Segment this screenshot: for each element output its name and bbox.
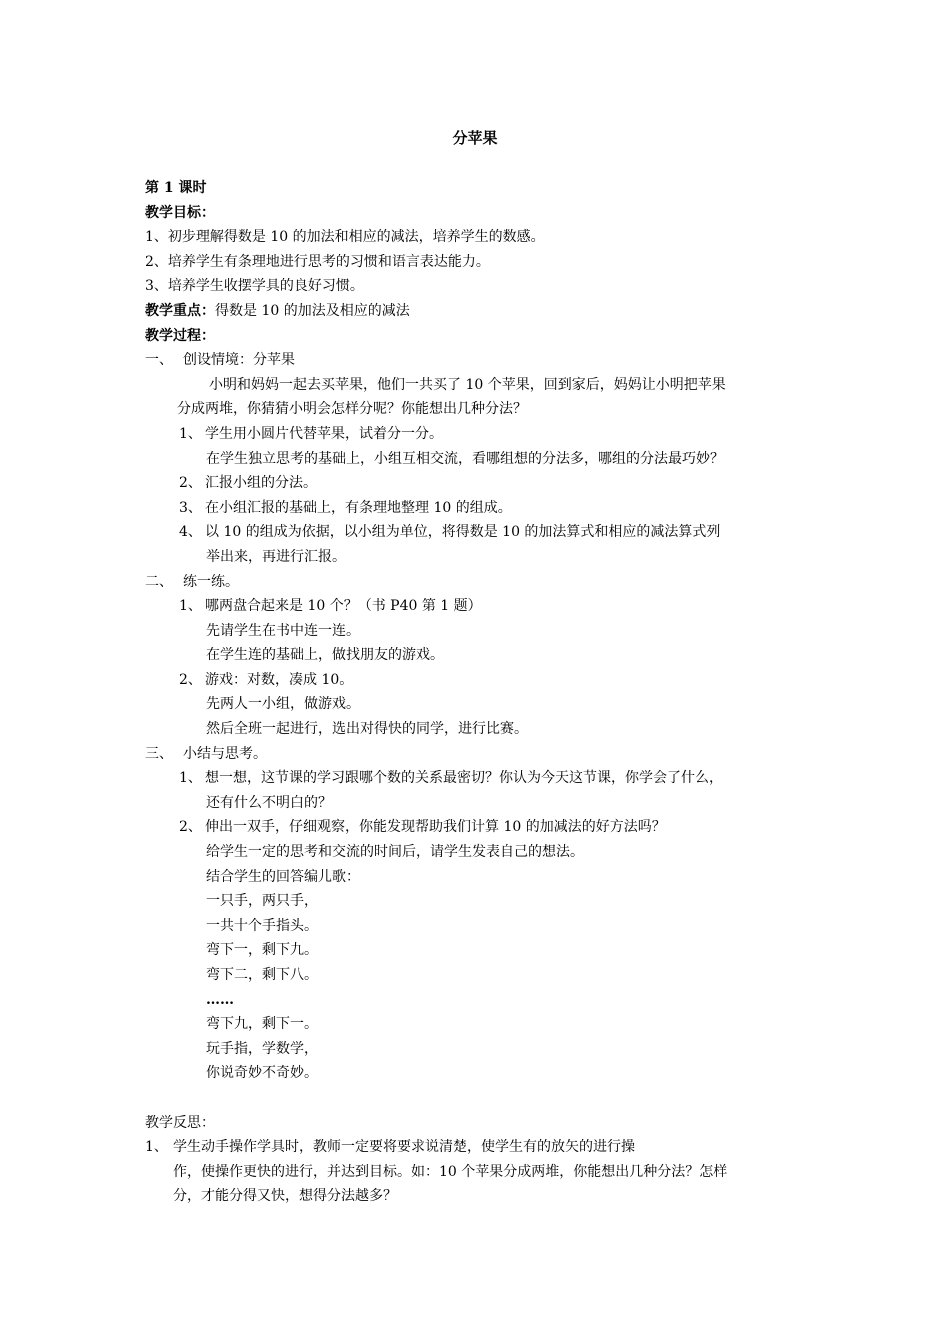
item-text: 学生用小圆片代替苹果，试着分一分。 xyxy=(205,425,443,442)
list-item-detail: 在学生连的基础上，做找朋友的游戏。 xyxy=(206,647,444,664)
rhyme-line: 玩手指，学数学， xyxy=(206,1040,318,1057)
item-number: 2、 xyxy=(179,819,202,836)
reflection-line: 分，才能分得又快，想得分法越多？ xyxy=(173,1188,397,1205)
paragraph-line: 小明和妈妈一起去买苹果，他们一共买了 10 个苹果，回到家后，妈妈让小明把苹果 xyxy=(209,376,726,393)
rhyme-line: 弯下九，剩下一。 xyxy=(206,1016,318,1033)
reflection-line: 作，使操作更快的进行，并达到目标。如：10 个苹果分成两堆，你能想出几种分法？怎样 xyxy=(173,1163,728,1180)
section-title: 小结与思考。 xyxy=(183,745,267,762)
section-heading xyxy=(145,570,810,595)
item-text: 想一想，这节课的学习跟哪个数的关系最密切？你认为今天这节课，你学会了什么， xyxy=(205,770,723,787)
objective-item: 1、初步理解得数是 10 的加法和相应的减法，培养学生的数感。 xyxy=(145,229,545,246)
document-body xyxy=(145,176,810,1209)
list-item-detail: 先请学生在书中连一连。 xyxy=(206,622,360,639)
list-item-detail: 然后全班一起进行，选出对得快的同学，进行比赛。 xyxy=(206,721,528,738)
list-item-detail: 结合学生的回答编儿歌： xyxy=(206,868,360,885)
item-text: 学生动手操作学具时，教师一定要将要求说清楚，使学生有的放矢的进行操 xyxy=(173,1139,635,1156)
item-text: 汇报小组的分法。 xyxy=(205,475,317,492)
list-item-detail: 给学生一定的思考和交流的时间后，请学生发表自己的想法。 xyxy=(206,844,584,861)
lesson-label: 第 1 课时 xyxy=(145,180,207,196)
objective-item: 2、培养学生有条理地进行思考的习惯和语言表达能力。 xyxy=(145,253,490,270)
key-point-text: 得数是 10 的加法及相应的减法 xyxy=(215,302,410,319)
item-text: 哪两盘合起来是 10 个？（书 P40 第 1 题） xyxy=(205,598,482,615)
key-point xyxy=(145,299,810,324)
rhyme-line: 弯下一，剩下九。 xyxy=(206,942,318,959)
list-item xyxy=(145,471,810,496)
section-number: 二、 xyxy=(145,573,173,590)
item-number: 2、 xyxy=(179,671,202,688)
item-number: 4、 xyxy=(179,524,202,541)
rhyme-line: 一共十个手指头。 xyxy=(206,917,318,934)
rhyme-line: 弯下二，剩下八。 xyxy=(206,967,318,983)
section-number: 一、 xyxy=(145,352,173,369)
section-title: 练一练。 xyxy=(183,573,239,590)
list-item-detail: 举出来，再进行汇报。 xyxy=(206,548,346,565)
key-point-label: 教学重点： xyxy=(145,302,215,319)
list-item xyxy=(145,422,810,447)
item-number: 1、 xyxy=(179,598,202,615)
blank-line xyxy=(145,1086,810,1111)
list-item xyxy=(145,766,810,791)
item-number: 1、 xyxy=(179,425,202,442)
item-number: 3、 xyxy=(179,499,202,516)
list-item xyxy=(145,520,810,545)
document-title: 分苹果 xyxy=(452,129,498,147)
objective-item: 3、培养学生收摆学具的良好习惯。 xyxy=(145,278,364,295)
item-text: 在小组汇报的基础上，有条理地整理 10 的组成。 xyxy=(205,499,512,516)
item-number: 2、 xyxy=(179,475,202,492)
objectives-heading: 教学目标： xyxy=(145,204,215,221)
section-number: 三、 xyxy=(145,745,173,762)
section-heading xyxy=(145,348,810,373)
item-number: 1、 xyxy=(179,770,202,787)
rhyme-line: 一只手，两只手， xyxy=(206,893,318,910)
rhyme-ellipsis: …… xyxy=(206,991,234,1008)
list-item xyxy=(145,496,810,521)
item-text: 游戏：对数，凑成 10。 xyxy=(205,671,354,688)
reflection-item xyxy=(145,1135,810,1160)
reflection-heading: 教学反思： xyxy=(145,1114,215,1131)
process-heading: 教学过程： xyxy=(145,327,215,344)
section-heading xyxy=(145,742,810,767)
section-title: 创设情境：分苹果 xyxy=(183,352,295,369)
list-item xyxy=(145,815,810,840)
item-text: 伸出一双手，仔细观察，你能发现帮助我们计算 10 的加减法的好方法吗？ xyxy=(205,819,666,836)
item-text: 以 10 的组成为依据，以小组为单位，将得数是 10 的加法算式和相应的减法算式列 xyxy=(205,524,721,541)
list-item xyxy=(145,668,810,693)
list-item-detail: 在学生独立思考的基础上，小组互相交流，看哪组想的分法多，哪组的分法最巧妙？ xyxy=(206,450,724,467)
paragraph-line: 分成两堆，你猜猜小明会怎样分呢？你能想出几种分法？ xyxy=(177,401,527,418)
rhyme-line: 你说奇妙不奇妙。 xyxy=(206,1065,318,1082)
list-item-detail: 先两人一小组，做游戏。 xyxy=(206,696,360,713)
list-item-detail: 还有什么不明白的？ xyxy=(206,794,332,811)
list-item xyxy=(145,594,810,619)
item-number: 1、 xyxy=(145,1139,168,1156)
